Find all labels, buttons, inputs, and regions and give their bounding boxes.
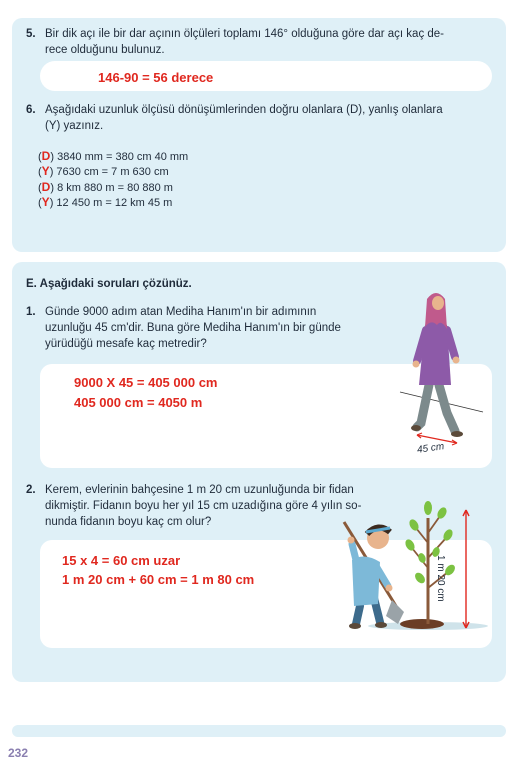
q6-item-text: 7630 cm = 7 m 630 cm xyxy=(56,166,169,178)
e2-answer-line1: 15 x 4 = 60 cm uzar xyxy=(62,553,181,568)
q6-item: (Y) 12 450 m = 12 km 45 m xyxy=(38,195,173,209)
q5-number: 5. xyxy=(26,28,36,40)
page-number: 232 xyxy=(8,746,29,760)
q6-mark: D xyxy=(41,180,51,194)
e1-text-line3: yürüdüğü mesafe kaç metredir? xyxy=(45,338,207,350)
q6-item: (D) 3840 mm = 380 cm 40 mm xyxy=(38,149,189,163)
q6-item-text: 3840 mm = 380 cm 40 mm xyxy=(57,151,189,163)
e1-answer-line2: 405 000 cm = 4050 m xyxy=(74,395,203,410)
q6-item: (Y) 7630 cm = 7 m 630 cm xyxy=(38,164,169,178)
q5-text-line2: rece olduğunu bulunuz. xyxy=(45,44,165,56)
q6-number: 6. xyxy=(26,104,36,116)
e2-number: 2. xyxy=(26,484,36,496)
q6-mark: Y xyxy=(41,164,50,178)
q6-mark: D xyxy=(41,149,51,163)
e1-number: 1. xyxy=(26,306,36,318)
e2-answer-line2: 1 m 20 cm + 60 cm = 1 m 80 cm xyxy=(62,572,255,587)
e1-answer-line1: 9000 X 45 = 405 000 cm xyxy=(74,375,218,390)
q6-mark: Y xyxy=(41,195,50,209)
q6-item-text: 12 450 m = 12 km 45 m xyxy=(56,197,173,209)
q5-answer: 146-90 = 56 derece xyxy=(98,70,214,85)
q6-text-line2: (Y) yazınız. xyxy=(45,120,104,132)
q6-text-line1: Aşağıdaki uzunluk ölçüsü dönüşümlerinden doğru olanlara (D), yanlış olanlara xyxy=(45,104,443,116)
q6-item-text: 8 km 880 m = 80 880 m xyxy=(57,182,173,194)
section-e-heading: E. Aşağıdaki soruları çözünüz. xyxy=(26,278,192,290)
walking-woman-illustration xyxy=(395,285,495,460)
e2-text-line2: dikmiştir. Fidanın boyu her yıl 15 cm uzadığına göre 4 yılın so- xyxy=(45,500,362,512)
tree-height-label: 1 m 20 cm xyxy=(435,555,446,602)
boy-planting-tree-illustration xyxy=(330,488,490,636)
bottom-bar xyxy=(12,725,506,737)
e1-text-line1: Günde 9000 adım atan Mediha Hanım'ın bir adımının xyxy=(45,306,317,318)
e1-text-line2: uzunluğu 45 cm'dir. Buna göre Mediha Hanım'ın bir günde xyxy=(45,322,341,334)
q6-item: (D) 8 km 880 m = 80 880 m xyxy=(38,180,173,194)
e2-text-line1: Kerem, evlerinin bahçesine 1 m 20 cm uzunluğunda bir fidan xyxy=(45,484,354,496)
step-length-label: 45 cm xyxy=(416,441,445,456)
q5-text-line1: Bir dik açı ile bir dar açının ölçüleri toplamı 146° olduğuna göre dar açı kaç de- xyxy=(45,28,445,40)
e2-text-line3: nunda fidanın boyu kaç cm olur? xyxy=(45,516,212,528)
